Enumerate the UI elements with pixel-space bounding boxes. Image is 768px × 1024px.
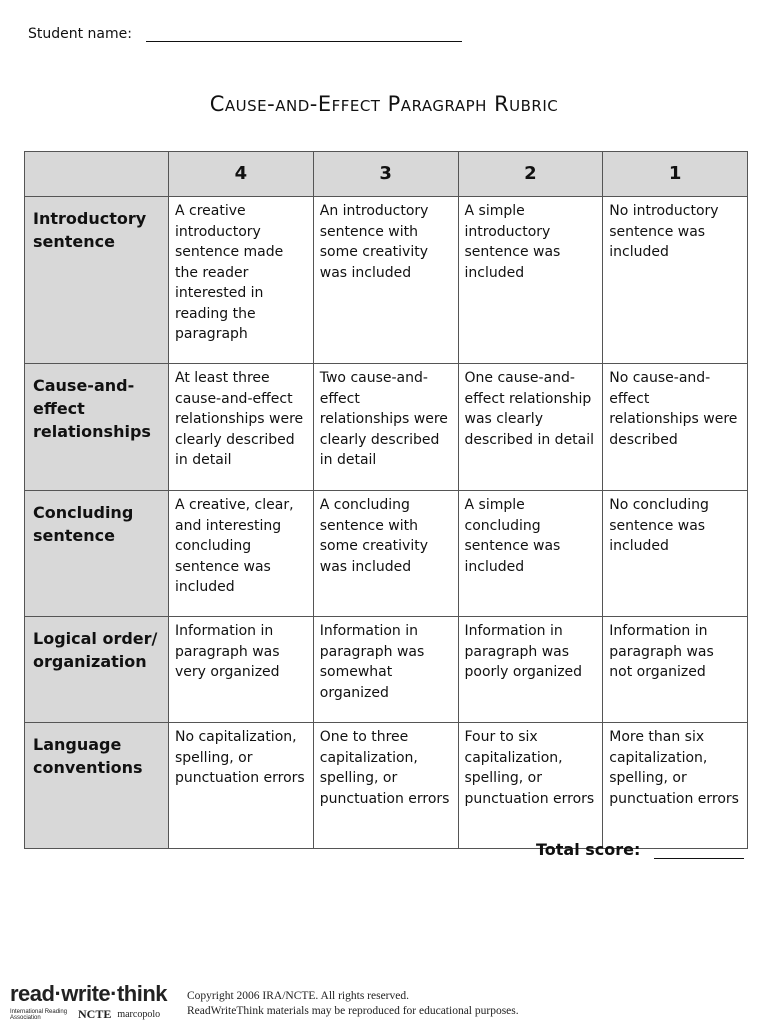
rubric-cell: A concluding sentence with some creativity was included [313, 491, 458, 617]
student-name-field [28, 24, 462, 42]
marcopolo-logo: marcopolo [117, 1009, 161, 1020]
rubric-cell: An introductory sentence with some creativity was included [313, 197, 458, 364]
student-name-blank-line[interactable] [146, 24, 462, 42]
rubric-cell: A creative introductory sentence made the reader interested in reading the paragraph [169, 197, 314, 364]
total-score-blank-line[interactable] [654, 840, 744, 859]
copyright-notice [187, 989, 519, 1019]
rubric-cell: Information in paragraph was very organized [169, 617, 314, 723]
criterion-label: Language conventions [25, 723, 169, 849]
criterion-label: Logical order/ organization [25, 617, 169, 723]
readwritethink-wordmark: read·write·think [10, 981, 168, 1006]
total-score-field [536, 840, 744, 859]
rubric-cell: Information in paragraph was poorly organized [458, 617, 603, 723]
rubric-cell: No cause-and-effect relationships were described [603, 364, 748, 491]
score-column-header: 3 [313, 152, 458, 197]
criterion-label: Concluding sentence [25, 491, 169, 617]
rubric-row [25, 364, 748, 491]
score-column-header: 4 [169, 152, 314, 197]
rubric-row [25, 197, 748, 364]
rubric-cell: One cause-and-effect relationship was clearly described in detail [458, 364, 603, 491]
ncte-logo: NCTE [78, 1007, 112, 1021]
readwritethink-logo [10, 982, 182, 1022]
rubric-cell: A creative, clear, and interesting concluding sentence was included [169, 491, 314, 617]
partner-logos [10, 1007, 182, 1022]
rubric-cell: A simple introductory sentence was included [458, 197, 603, 364]
reproduction-notice: ReadWriteThink materials may be reproduced for educational purposes. [187, 1005, 519, 1017]
rubric-cell: More than six capitalization, spelling, or punctuation errors [603, 723, 748, 849]
rubric-table [24, 151, 748, 849]
page-title: Cause-and-Effect Paragraph Rubric [209, 92, 559, 116]
criterion-label: Cause-and-effect relationships [25, 364, 169, 491]
copyright-line: Copyright 2006 IRA/NCTE. All rights reserved. [187, 990, 409, 1002]
rubric-cell: Information in paragraph was somewhat organized [313, 617, 458, 723]
rubric-row [25, 491, 748, 617]
score-column-header: 1 [603, 152, 748, 197]
rubric-cell: Information in paragraph was not organized [603, 617, 748, 723]
rubric-row [25, 617, 748, 723]
rubric-row [25, 723, 748, 849]
score-column-header: 2 [458, 152, 603, 197]
student-name-label: Student name: [28, 26, 132, 42]
rubric-cell: One to three capitalization, spelling, or punctuation errors [313, 723, 458, 849]
rubric-cell: No introductory sentence was included [603, 197, 748, 364]
rubric-header-row [25, 152, 748, 197]
rubric-cell: Two cause-and-effect relationships were clearly described in detail [313, 364, 458, 491]
rubric-cell: At least three cause-and-effect relationships were clearly described in detail [169, 364, 314, 491]
ira-logo: International Reading Association [10, 1008, 68, 1021]
rubric-corner-cell [25, 152, 169, 197]
rubric-cell: A simple concluding sentence was included [458, 491, 603, 617]
rubric-cell: No concluding sentence was included [603, 491, 748, 617]
rubric-cell: No capitalization, spelling, or punctuation errors [169, 723, 314, 849]
rubric-cell: Four to six capitalization, spelling, or punctuation errors [458, 723, 603, 849]
criterion-label: Introductory sentence [25, 197, 169, 364]
total-score-label: Total score: [536, 840, 641, 859]
